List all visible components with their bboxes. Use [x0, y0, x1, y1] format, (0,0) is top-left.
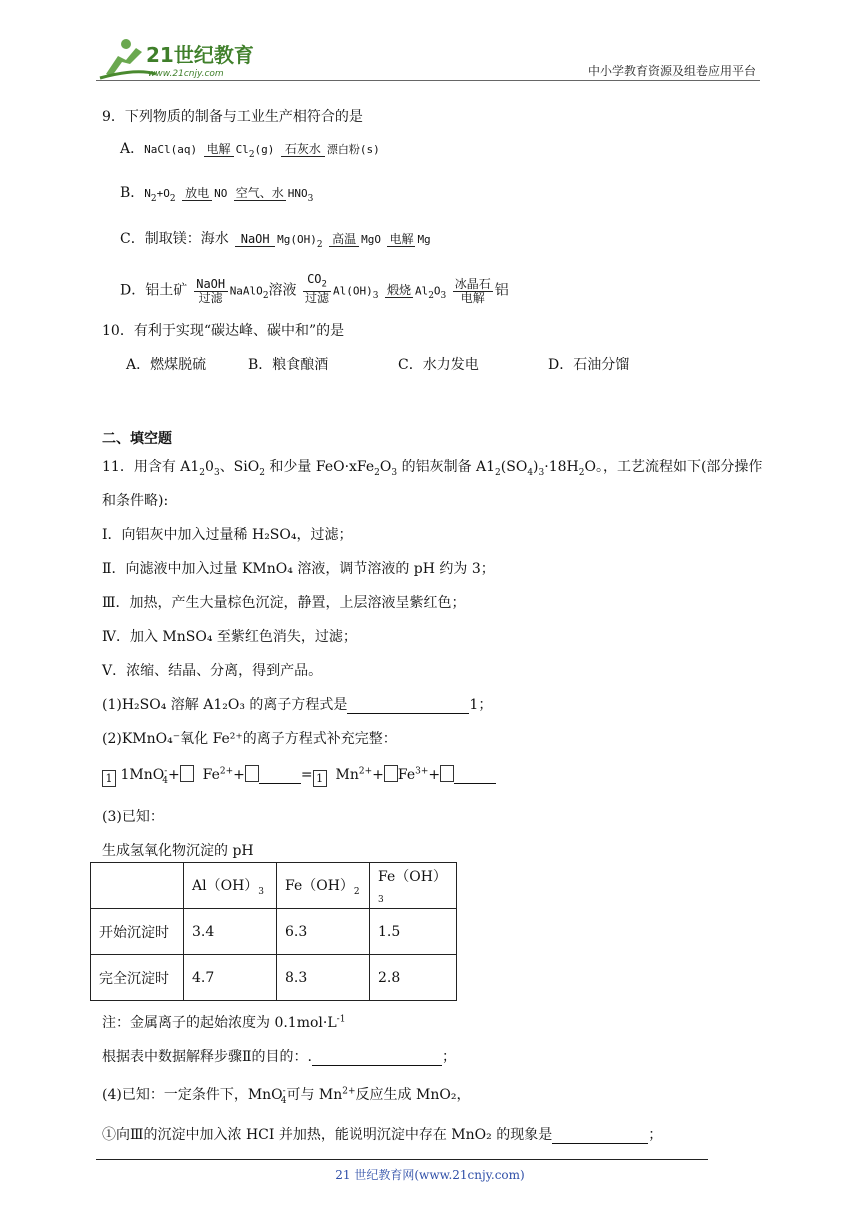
runner-logo-icon	[96, 34, 266, 82]
q11-step-1: Ⅰ．向铝灰中加入过量稀 H₂SO₄，过滤；	[102, 527, 353, 543]
q11-stem-line2: 和条件略):	[102, 493, 169, 509]
footer-divider	[96, 1159, 708, 1160]
coefficient-box[interactable]: 1	[102, 770, 116, 787]
q10-stem: 10．有利于实现“碳达峰、碳中和”的是	[102, 323, 345, 339]
q11-step-5: Ⅴ．浓缩、结晶、分离，得到产品。	[102, 663, 323, 679]
answer-blank-3[interactable]	[454, 767, 496, 784]
answer-blank-4[interactable]	[312, 1049, 442, 1066]
coefficient-box[interactable]: 1	[313, 770, 327, 787]
logo-url: www.21cnjy.com	[148, 69, 224, 79]
site-logo	[96, 34, 266, 82]
q11-part1: (1)H₂SO₄ 溶解 A1₂O₃ 的离子方程式是 1；	[102, 697, 493, 713]
table-cell: 完全沉淀时	[91, 955, 184, 1001]
table-header-cell	[91, 863, 184, 909]
table-cell: 2.8	[370, 955, 457, 1001]
q9-option-d: D．铝土矿 NaOH 过滤 NaAlO$_2$溶液 $CO_2$ 过滤 $Al(OH)_3$ 煅烧 $Al_2O_3$ 冰晶石 电解 铝	[120, 272, 509, 306]
coefficient-box[interactable]	[180, 765, 194, 782]
table-note: 注：金属离子的起始浓度为 $0.1mol\cdot L^{-1}$	[102, 1014, 346, 1031]
q11-step-2: Ⅱ．向滤液中加入过量 KMnO₄ 溶液，调节溶液的 pH 约为 3；	[102, 561, 495, 577]
q11-step-4: Ⅳ．加入 MnSO₄ 至紫红色消失，过滤；	[102, 629, 357, 645]
answer-blank-2[interactable]	[259, 767, 301, 784]
header-divider	[96, 80, 760, 81]
q10-option-c: C．水力发电	[398, 357, 479, 373]
table-cell: 开始沉淀时	[91, 909, 184, 955]
q9-option-b: B．$N_2+O_2$ 放电 NO 空气、水 $HNO_3$	[120, 185, 314, 204]
table-header-cell: $Al(OH)_3$	[184, 863, 277, 909]
answer-blank-5[interactable]	[552, 1127, 648, 1144]
q11-step-3: Ⅲ．加热，产生大量棕色沉淀，静置，上层溶液呈紫红色；	[102, 595, 466, 611]
table-cell: 8.3	[277, 955, 370, 1001]
q9-option-c: C．制取镁：海水 NaOH $Mg(OH)_2$ 高温 MgO 电解 Mg	[120, 231, 431, 250]
table-header-row	[91, 863, 457, 909]
table-cell: 3.4	[184, 909, 277, 955]
table-header-cell: $Fe(OH)_2$	[277, 863, 370, 909]
table-title: 生成氢氧化物沉淀的 pH	[102, 843, 254, 859]
q11-stem: 11．用含有 $A1_20_3$、SiO$_2$ 和少量 $FeO\cdot xFe_2O_3$ 的铝灰制备 $A1_2(SO_4)_3\cdot 18H_2O$。，工艺流程如下(部分操作	[102, 459, 763, 478]
header-platform-name: 中小学教育资源及组卷应用平台	[587, 64, 756, 78]
ph-table	[90, 862, 457, 1001]
table-row	[91, 955, 457, 1001]
q10-option-a: A．燃煤脱硫	[126, 357, 207, 373]
q11-part4: (4)已知：一定条件下，MnO-$_4$可与 $Mn^{2+}$反应生成 MnO₂，	[102, 1086, 471, 1106]
answer-blank-1[interactable]	[347, 697, 469, 714]
q10-option-d: D．石油分馏	[548, 357, 630, 373]
table-header-cell: $Fe(OH)_3$	[370, 863, 457, 909]
table-cell: 1.5	[370, 909, 457, 955]
coefficient-box[interactable]	[440, 765, 454, 782]
coefficient-box[interactable]	[384, 765, 398, 782]
q9-option-a: A．NaCl(aq) 电解 $Cl_2(g)$ 石灰水 漂白粉(s)	[120, 141, 380, 160]
q11-part3: (3)已知：	[102, 809, 164, 825]
section-heading: 二、填空题	[102, 431, 172, 447]
q9-stem: 9．下列物质的制备与工业生产相符合的是	[102, 109, 363, 125]
q11-explain: 根据表中数据解释步骤Ⅱ的目的：. ；	[102, 1049, 456, 1065]
table-cell: 6.3	[277, 909, 370, 955]
table-cell: 4.7	[184, 955, 277, 1001]
q10-option-b: B．粮食酿酒	[248, 357, 329, 373]
table-row	[91, 909, 457, 955]
q11-equation: 1 $1MnO^-_4+ Fe^{2+}+ = 1$ $Mn^{2+}+ Fe^{3+}+$	[102, 765, 496, 787]
q11-part4-1: ①向Ⅲ的沉淀中加入浓 HCI 并加热，能说明沉淀中存在 MnO₂ 的现象是 ；	[102, 1127, 663, 1143]
coefficient-box[interactable]	[245, 765, 259, 782]
q11-part2: (2)KMnO₄⁻氧化 Fe²⁺的离子方程式补充完整：	[102, 731, 397, 747]
footer-text[interactable]: 21 世纪教育网(www.21cnjy.com)	[335, 1168, 525, 1182]
logo-title: 21世纪教育	[146, 43, 254, 67]
